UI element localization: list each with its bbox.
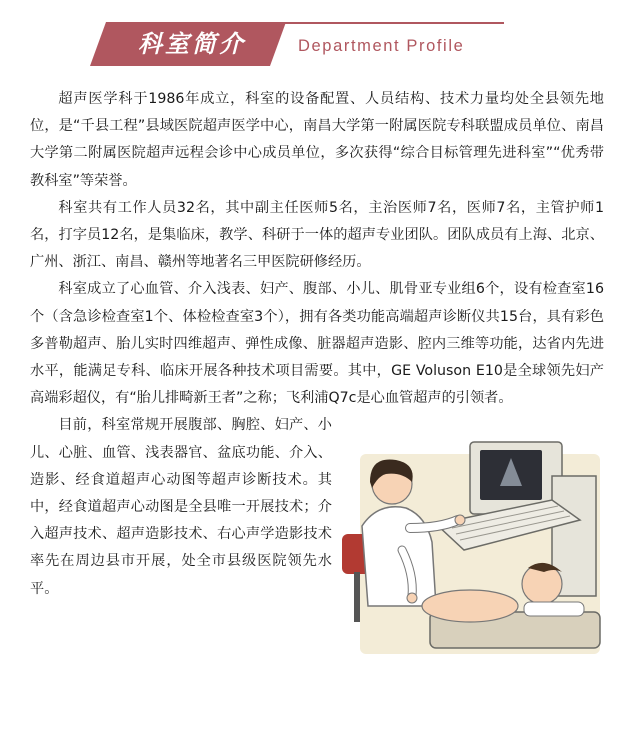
section-header [0,0,630,80]
illustration-svg [340,416,604,666]
paragraph-equipment: 科室成立了心血管、介入浅表、妇产、腹部、小儿、肌骨亚专业组6个，设有检查室16个（含急诊检查室1个、体检检查室3个），拥有各类功能高端超声诊断仪共15台，具有彩色多普勒超声、胎儿实时四维超声、弹性成像、脏器超声造影、腔内三维等功能，达省内先进水平，能满足专科、临床开展各种技术项目需要。其中，GE Voluson E10是全球领先妇产高端彩超仪，有“胎儿排畸新王者”之称；飞利浦Q7c是心血管超声的引领者。 [30,281,604,407]
paragraph-staff: 科室共有工作人员32名，其中副主任医师5名，主治医师7名，医师7名，主管护师1名，打字员12名，是集临床，教学、科研于一体的超声专业团队。团队成员有上海、北京、广州、浙江、南昌、赣州等地著名三甲医院研修经历。 [30,199,604,271]
paragraph-history: 超声医学科于1986年成立，科室的设备配置、人员结构、技术力量均处全县领先地位，是“千县工程”县域医院超声医学中心，南昌大学第一附属医院专科联盟成员单位、南昌大学第二附属医院超声远程会诊中心成员单位，多次获得“综合目标管理先进科室”“优秀带教科室”等荣誉。 [30,91,604,189]
ultrasound-exam-illustration-icon [340,416,604,666]
section-subtitle: Department Profile [298,37,465,55]
section-title: 科室简介 [138,30,246,58]
profile-body [30,86,604,666]
paragraph-services: 目前，科室常规开展腹部、胸腔、妇产、小儿、心脏、血管、浅表器官、盆底功能、介入、造影、经食道超声心动图等超声诊断技术。其中，经食道超声心动图是全县唯一开展技术；介入超声技术、超声造影技术、右心声学造影技术率先在周边县市开展，处全市县级医院领先水平。 [30,417,332,597]
